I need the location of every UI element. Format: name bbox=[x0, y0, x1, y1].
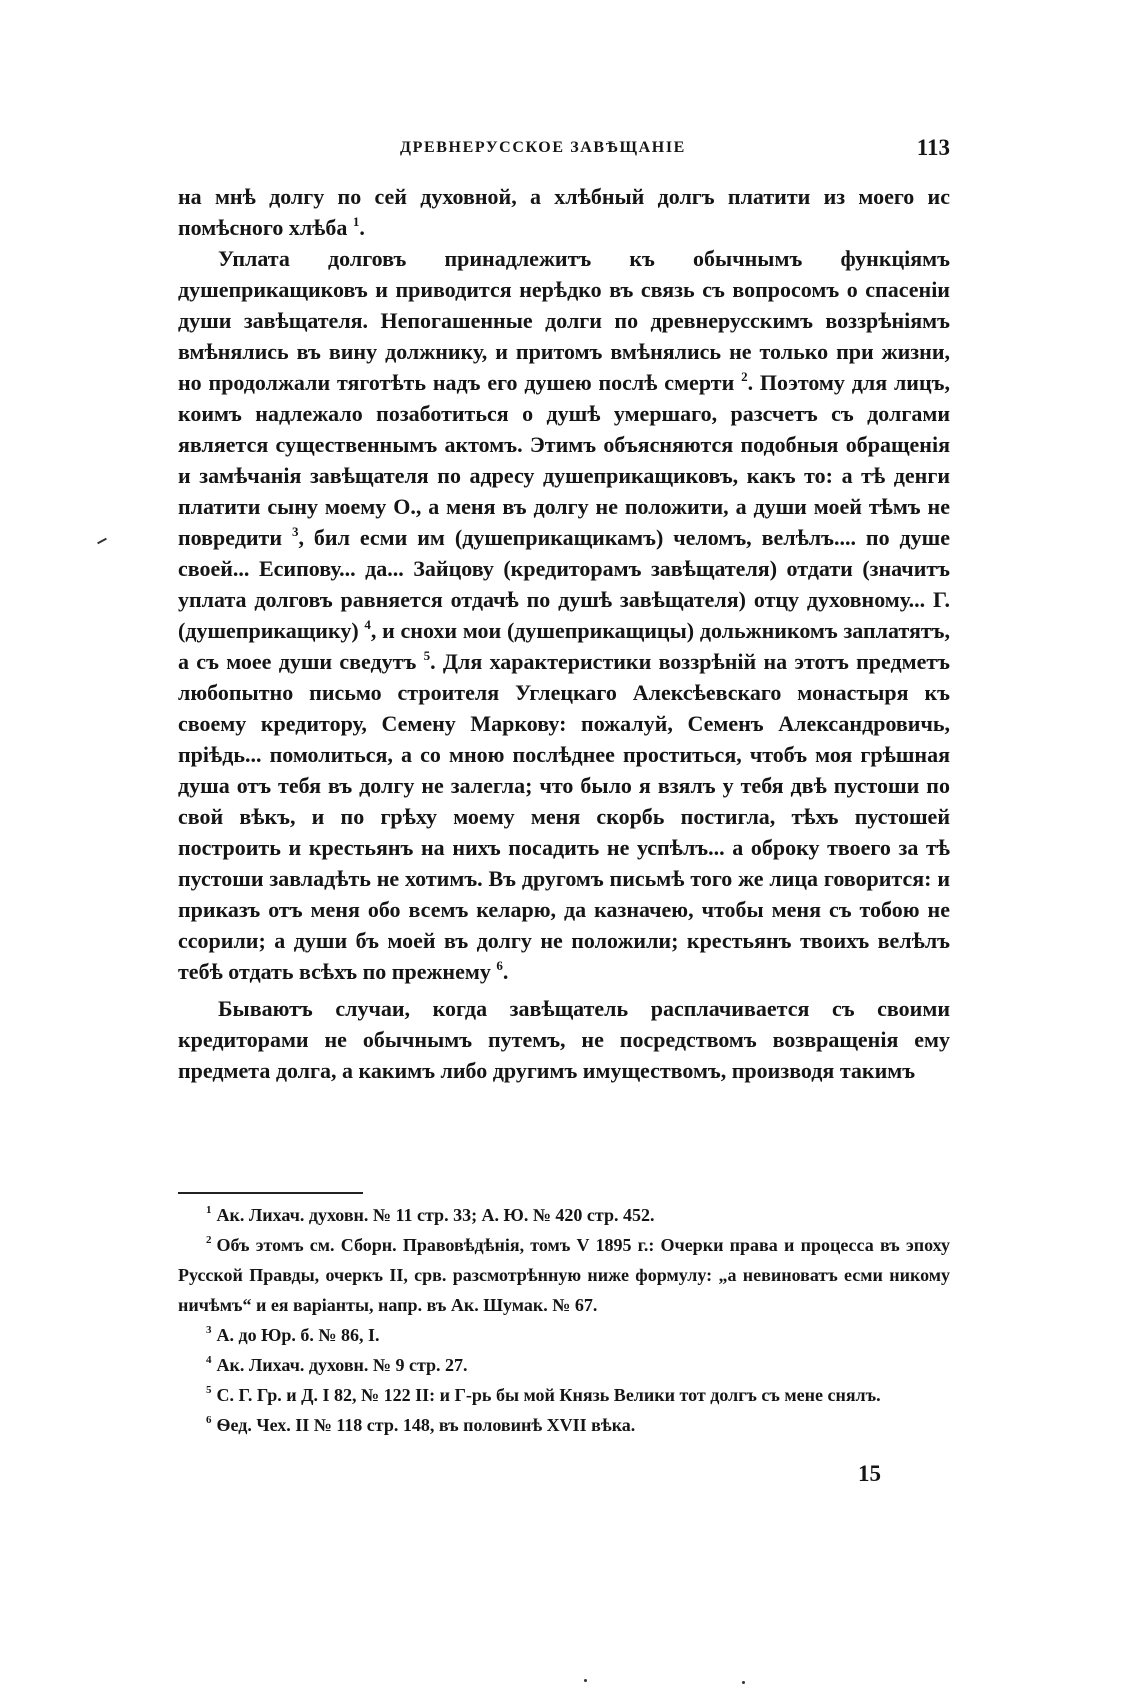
body-text bbox=[178, 181, 950, 1086]
footnote-mark: 4 bbox=[206, 1354, 212, 1366]
text-run: , и снохи мои (душеприкащицы) дольжникомъ заплатятъ, а съ моее души сведутъ bbox=[178, 618, 951, 674]
text-run: . bbox=[502, 959, 509, 984]
text-run: Уплата долговъ принадлежитъ къ обычнымъ функціямъ душеприкащиковъ и приводится нерѣдко въ связь съ вопросомъ о спасеніи души завѣщателя. Непогашенные долги по древнерусскимъ воззрѣніямъ вмѣнялись въ вину должнику, и притомъ вмѣнялись не только при жизни, но продолжали тяготѣть надъ его душею послѣ смерти bbox=[178, 246, 950, 395]
footnote-text: Ак. Лихач. духовн. № 9 стр. 27. bbox=[216, 1355, 468, 1375]
signature-mark: 15 bbox=[858, 1461, 881, 1486]
text-run: . Поэтому для лицъ, коимъ надлежало позаботиться о душѣ умершаго, разсчетъ съ долгами является существеннымъ актомъ. Этимъ объясняются подобныя обращенія и замѣчанія завѣщателя по адресу душеприкащиковъ, какъ то: а тѣ денги платити сыну моему О., а меня въ долгу не положити, а души моей тѣмъ не повредити bbox=[178, 370, 950, 550]
footnote-text: Объ этомъ см. Сборн. Правовѣдѣнія, томъ V 1895 г.: Очерки права и процесса въ эпоху Русской Правды, очеркъ II, срв. разсмотрѣнную ниже формулу: „а невиноватъ есми никому ничѣмъ“ и ея варіанты, напр. въ Ак. Шумак. № 67. bbox=[178, 1235, 950, 1315]
footnote-2 bbox=[178, 1230, 950, 1320]
footnote-mark: 6 bbox=[206, 1414, 212, 1426]
footnote-text: Ак. Лихач. духовн. № 11 стр. 33; А. Ю. № 420 стр. 452. bbox=[216, 1205, 655, 1225]
footnote-6 bbox=[178, 1410, 950, 1440]
margin-mark bbox=[97, 538, 107, 544]
footnote-mark: 5 bbox=[206, 1384, 212, 1396]
footnote-ref-1: 1 bbox=[352, 214, 360, 229]
text-run: на мнѣ долгу по сей духовной, а хлѣбный долгъ платити из моего ис помѣсного хлѣба bbox=[178, 184, 950, 240]
footnote-mark: 2 bbox=[206, 1234, 212, 1246]
footnote-mark: 1 bbox=[206, 1204, 212, 1216]
footnote-ref-3: 3 bbox=[291, 524, 299, 539]
text-run: . bbox=[359, 215, 365, 240]
footnote-5 bbox=[178, 1380, 950, 1410]
footnote-mark: 3 bbox=[206, 1324, 212, 1336]
scan-speck bbox=[584, 1679, 587, 1682]
footnote-text: А. до Юр. б. № 86, I. bbox=[216, 1325, 380, 1345]
text-run: Бываютъ случаи, когда завѣщатель расплачивается съ своими кредиторами не обычнымъ путемъ, не посредствомъ возвращенія ему предмета долга, а какимъ либо другимъ имуществомъ, производя такимъ bbox=[178, 996, 950, 1083]
footnote-ref-5: 5 bbox=[423, 648, 431, 663]
footnote-rule bbox=[178, 1192, 363, 1194]
scan-speck bbox=[742, 1681, 745, 1684]
footnote-ref-2: 2 bbox=[741, 369, 748, 384]
page-number: 113 bbox=[916, 135, 950, 160]
footnote-3 bbox=[178, 1320, 950, 1350]
text-run: , бил есми им (душеприкащикамъ) челомъ, велѣлъ.... по душе своей... Есипову... да... Зайцову (кредиторамъ завѣщателя) отдати (значитъ уплата долговъ равняется отдачѣ по душѣ завѣщателя) отцу духовному... Г. (душеприкащику) bbox=[178, 525, 950, 643]
paragraph-continuation bbox=[178, 181, 950, 243]
running-head bbox=[390, 135, 950, 165]
footnotes bbox=[178, 1200, 950, 1440]
footnote-4 bbox=[178, 1350, 950, 1380]
footnote-ref-4: 4 bbox=[364, 617, 371, 632]
footnote-text: Ѳед. Чех. II № 118 стр. 148, въ половинѣ XVII вѣка. bbox=[216, 1415, 636, 1435]
footnote-1 bbox=[178, 1200, 950, 1230]
text-run: . Для характеристики воззрѣній на этотъ предметъ любопытно письмо строителя Углецкаго Алексѣевскаго монастыря къ своему кредитору, Семену Маркову: пожалуй, Семенъ Александровичь, пріѣдь... помолиться, а со мною послѣднее проститься, чтобъ моя грѣшная душа отъ тебя въ долгу не залегла; что было я взялъ у тебя двѣ пустоши по свой вѣкъ, и по грѣху моему меня скорбь постигла, тѣхъ пустошей построить и крестьянъ на нихъ посадить не успѣлъ... а оброку твоего за тѣ пустоши завладѣть не хотимъ. Въ другомъ письмѣ того же лица говорится: и приказъ отъ меня обо всемъ келарю, да казначею, чтобы меня съ тобою не ссорили; а души бъ моей въ долгу не положили; крестьянъ твоихъ велѣлъ тебѣ отдать всѣхъ по прежнему bbox=[178, 649, 951, 984]
paragraph bbox=[178, 993, 950, 1086]
footnote-text: С. Г. Гр. и Д. I 82, № 122 II: и Г-рь бы мой Князь Велики тот долгъ съ мене снялъ. bbox=[216, 1385, 881, 1405]
paragraph bbox=[178, 243, 950, 987]
running-head-title: ДРЕВНЕРУССКОЕ ЗАВѢЩАНІЕ bbox=[400, 139, 686, 156]
footnote-ref-6: 6 bbox=[496, 958, 503, 973]
